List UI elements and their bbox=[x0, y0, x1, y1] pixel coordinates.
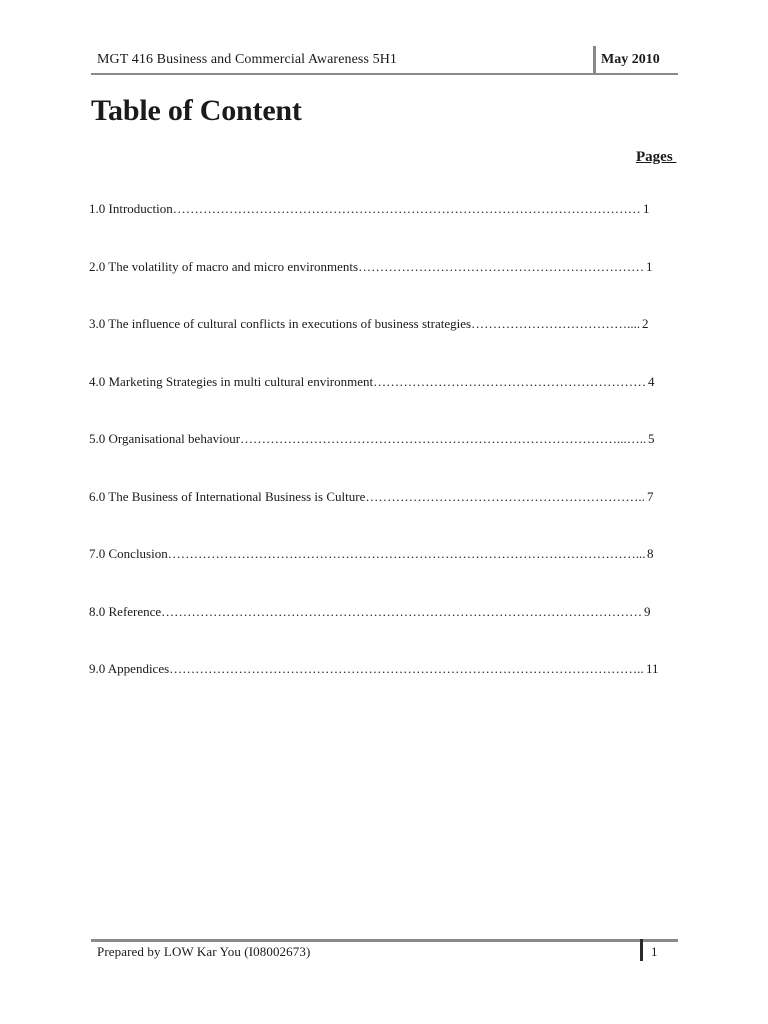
toc-entry-title: 2.0 The volatility of macro and micro environments………………………………………………………… bbox=[89, 259, 645, 274]
pages-heading: Pages bbox=[636, 149, 677, 165]
toc-entry bbox=[89, 316, 659, 336]
toc-entry bbox=[89, 374, 659, 394]
toc-entry-page: 1 bbox=[643, 201, 650, 216]
toc-entry-title: 3.0 The influence of cultural conflicts in executions of business strategies……………………………….... bbox=[89, 316, 641, 331]
footer-page-number: 1 bbox=[651, 944, 658, 959]
toc-entry-title: 6.0 The Business of International Business is Culture……………………………………………………….. bbox=[89, 489, 645, 504]
toc-entry-title: 1.0 Introduction……………………………………………………………………………………………… bbox=[89, 201, 641, 216]
toc-entry-title: 7.0 Conclusion………………………………………………………………………………………………... bbox=[89, 546, 646, 561]
toc-entry-title: 5.0 Organisational behaviour……………………………………………………………………………...….. bbox=[89, 431, 647, 446]
footer-rule bbox=[91, 939, 678, 942]
toc-entry-page: 5 bbox=[648, 431, 655, 446]
page-title: Table of Content bbox=[91, 94, 302, 127]
toc-entry-title: 9.0 Appendices……………………………………………………………………………………………….. bbox=[89, 661, 644, 676]
footer-author: Prepared by LOW Kar You (I08002673) bbox=[97, 944, 311, 959]
toc-entry-page: 11 bbox=[646, 661, 659, 676]
toc-entry-page: 8 bbox=[647, 546, 654, 561]
toc-entry bbox=[89, 604, 659, 624]
toc-entry bbox=[89, 661, 659, 681]
toc-entry-title: 8.0 Reference………………………………………………………………………………………………… bbox=[89, 604, 643, 619]
course-title: MGT 416 Business and Commercial Awareness 5H1 bbox=[97, 52, 398, 67]
toc-entry bbox=[89, 201, 659, 221]
toc-entry-page: 4 bbox=[648, 374, 655, 389]
toc-entry bbox=[89, 546, 659, 566]
toc-entry-page: 1 bbox=[646, 259, 653, 274]
footer-divider bbox=[640, 939, 643, 961]
toc-entry bbox=[89, 431, 659, 451]
toc-entry bbox=[89, 489, 659, 509]
toc-entry-page: 2 bbox=[642, 316, 649, 331]
toc-entry-page: 9 bbox=[644, 604, 651, 619]
header-divider bbox=[593, 46, 596, 75]
header-date: May 2010 bbox=[601, 52, 660, 67]
page-header bbox=[91, 46, 678, 75]
toc-entry-title: 4.0 Marketing Strategies in multi cultural environment……………………………………………………… bbox=[89, 374, 647, 389]
toc-entry bbox=[89, 259, 659, 279]
toc-entry-page: 7 bbox=[647, 489, 654, 504]
header-rule bbox=[91, 73, 678, 75]
